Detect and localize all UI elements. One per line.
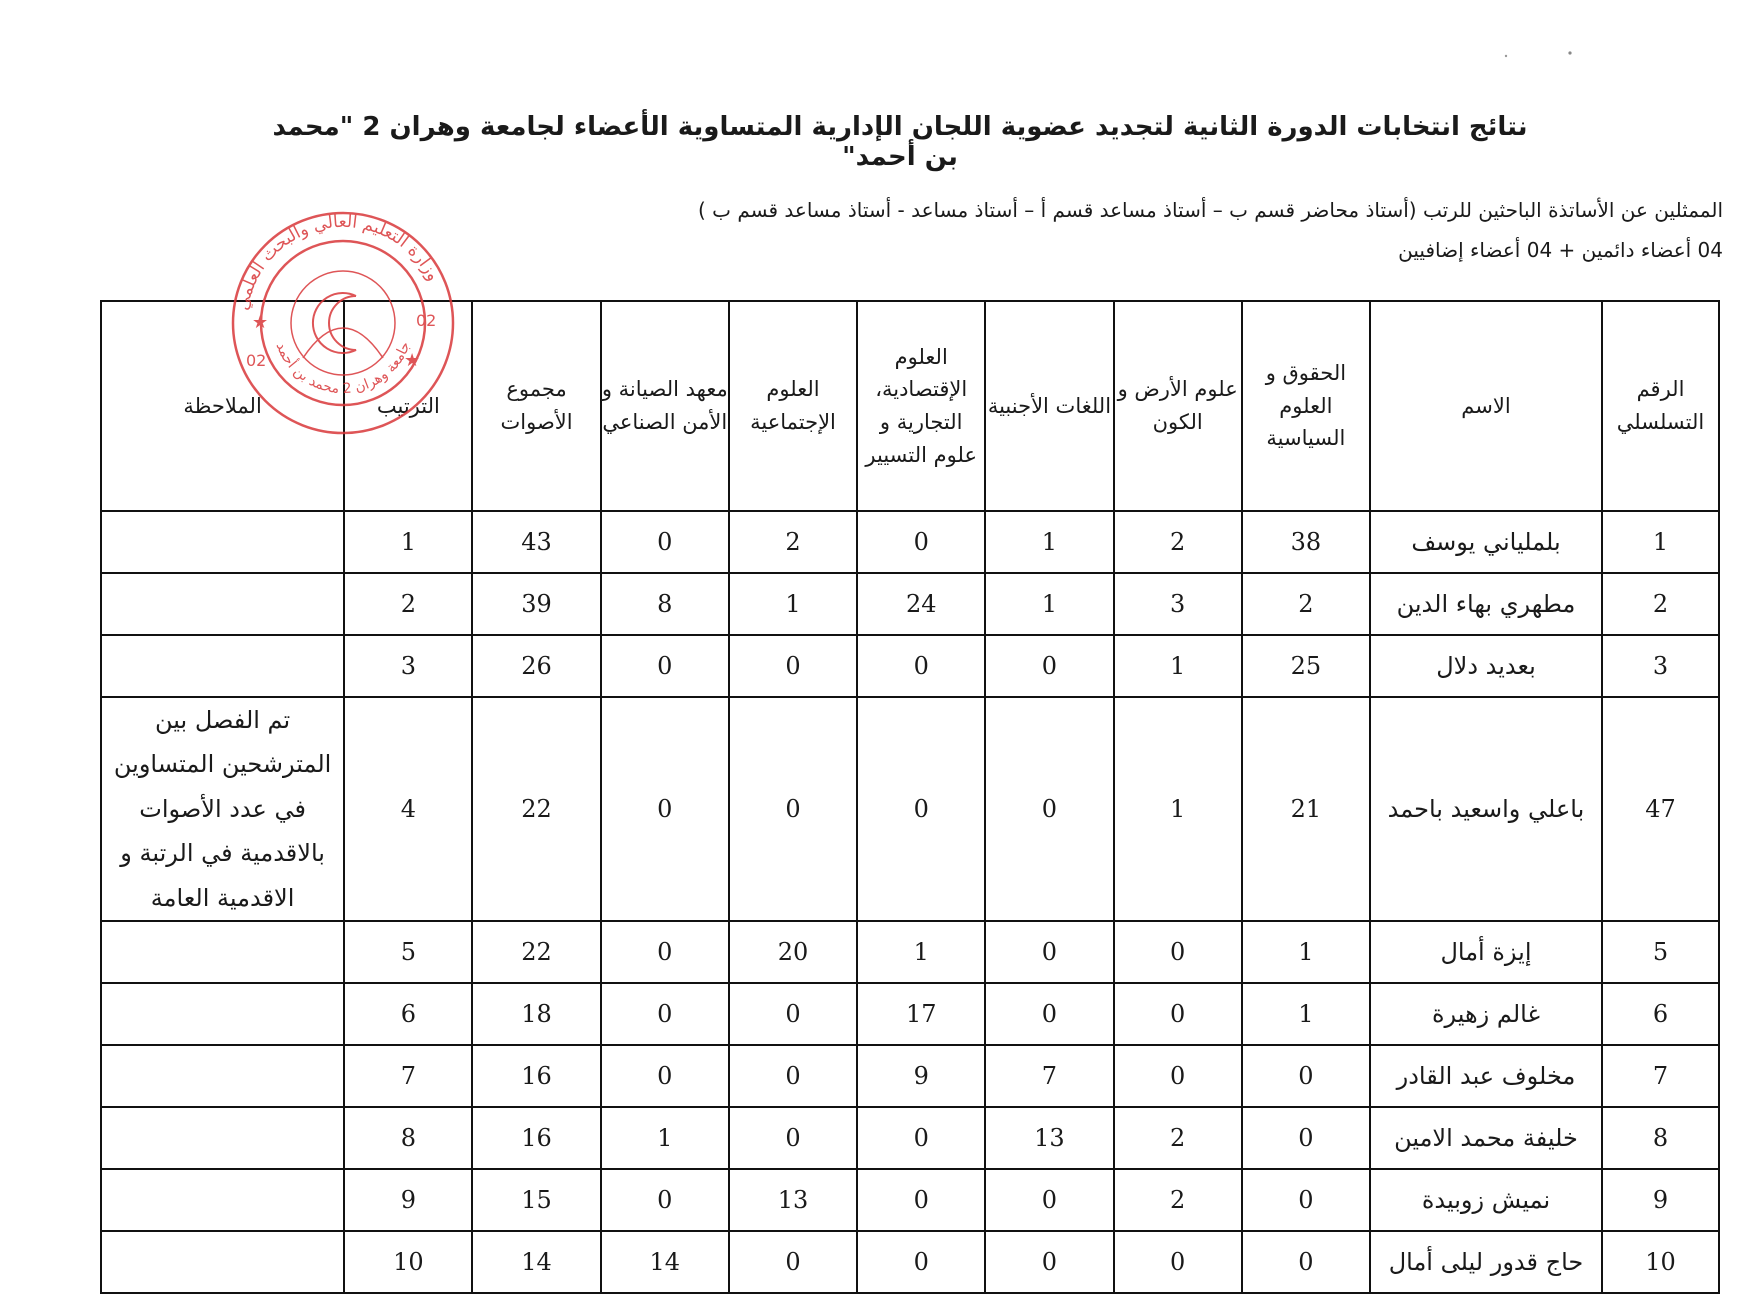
cell-economics: 0 [857, 697, 985, 921]
table-row [101, 1169, 1719, 1231]
header-note: الملاحظة [101, 301, 344, 511]
cell-earth: 2 [1114, 1107, 1242, 1169]
header-total: مجموع الأصوات [472, 301, 600, 511]
cell-economics: 0 [857, 1107, 985, 1169]
cell-earth: 0 [1114, 921, 1242, 983]
cell-economics: 0 [857, 511, 985, 573]
cell-social: 0 [729, 697, 857, 921]
cell-note [101, 1169, 344, 1231]
cell-institute: 0 [601, 635, 729, 697]
cell-rank: 2 [344, 573, 472, 635]
cell-social: 0 [729, 635, 857, 697]
cell-serial: 47 [1602, 697, 1719, 921]
cell-economics: 9 [857, 1045, 985, 1107]
cell-note [101, 1231, 344, 1293]
cell-earth: 0 [1114, 1231, 1242, 1293]
cell-note: تم الفصل بين المترشحين المتساوين في عدد الأصوات بالاقدمية في الرتبة و الاقدمية العامة [101, 697, 344, 921]
cell-languages: 0 [985, 921, 1113, 983]
cell-serial: 7 [1602, 1045, 1719, 1107]
cell-earth: 3 [1114, 573, 1242, 635]
cell-note [101, 921, 344, 983]
cell-law: 0 [1242, 1107, 1370, 1169]
table-row [101, 1231, 1719, 1293]
cell-languages: 0 [985, 1231, 1113, 1293]
cell-total: 18 [472, 983, 600, 1045]
cell-rank: 5 [344, 921, 472, 983]
cell-rank: 7 [344, 1045, 472, 1107]
table-row [101, 573, 1719, 635]
cell-serial: 3 [1602, 635, 1719, 697]
cell-institute: 14 [601, 1231, 729, 1293]
header-row [101, 301, 1719, 511]
cell-languages: 0 [985, 983, 1113, 1045]
header-social: العلوم الإجتماعية [729, 301, 857, 511]
header-earth: علوم الأرض و الكون [1114, 301, 1242, 511]
cell-institute: 0 [601, 511, 729, 573]
star-icon: ★ [404, 350, 421, 371]
table-row [101, 697, 1719, 921]
cell-languages: 13 [985, 1107, 1113, 1169]
cell-earth: 2 [1114, 511, 1242, 573]
cell-languages: 1 [985, 573, 1113, 635]
cell-law: 1 [1242, 983, 1370, 1045]
cell-name: حاج قدور ليلى أمال [1370, 1231, 1602, 1293]
stamp-number-left: 02 [246, 351, 267, 370]
cell-name: مطهري بهاء الدين [1370, 573, 1602, 635]
header-name: الاسم [1370, 301, 1602, 511]
stamp-number-right: 02 [416, 311, 437, 330]
header-languages: اللغات الأجنبية [985, 301, 1113, 511]
header-serial: الرقم التسلسلي [1602, 301, 1719, 511]
cell-institute: 1 [601, 1107, 729, 1169]
cell-serial: 9 [1602, 1169, 1719, 1231]
cell-languages: 0 [985, 697, 1113, 921]
cell-earth: 2 [1114, 1169, 1242, 1231]
header-law: الحقوق و العلوم السياسية [1242, 301, 1370, 511]
document-title: نتائج انتخابات الدورة الثانية لتجديد عضوية اللجان الإدارية المتساوية الأعضاء لجامعة وهران 2 "محمد بن أحمد" [272, 112, 1528, 172]
cell-institute: 0 [601, 1169, 729, 1231]
cell-total: 43 [472, 511, 600, 573]
cell-social: 13 [729, 1169, 857, 1231]
cell-rank: 10 [344, 1231, 472, 1293]
header-rank: الترتيب [344, 301, 472, 511]
cell-total: 22 [472, 921, 600, 983]
table-row [101, 921, 1719, 983]
cell-institute: 0 [601, 983, 729, 1045]
cell-note [101, 511, 344, 573]
cell-total: 16 [472, 1107, 600, 1169]
cell-law: 2 [1242, 573, 1370, 635]
cell-name: بلملياني يوسف [1370, 511, 1602, 573]
table-row [101, 1045, 1719, 1107]
cell-languages: 0 [985, 635, 1113, 697]
cell-serial: 1 [1602, 511, 1719, 573]
cell-name: مخلوف عبد القادر [1370, 1045, 1602, 1107]
cell-serial: 5 [1602, 921, 1719, 983]
cell-law: 38 [1242, 511, 1370, 573]
stamp-inner-text: جامعة وهران 2 محمد بن أحمد [272, 339, 414, 398]
cell-serial: 10 [1602, 1231, 1719, 1293]
cell-law: 1 [1242, 921, 1370, 983]
cell-total: 39 [472, 573, 600, 635]
cell-name: باعلي واسعيد باحمد [1370, 697, 1602, 921]
cell-note [101, 1107, 344, 1169]
cell-rank: 6 [344, 983, 472, 1045]
cell-languages: 7 [985, 1045, 1113, 1107]
cell-note [101, 573, 344, 635]
cell-social: 2 [729, 511, 857, 573]
members-count-line: 04 أعضاء دائمين + 04 أعضاء إضافيين [1398, 238, 1723, 262]
cell-earth: 1 [1114, 697, 1242, 921]
cell-earth: 1 [1114, 635, 1242, 697]
cell-note [101, 635, 344, 697]
cell-name: خليفة محمد الامين [1370, 1107, 1602, 1169]
cell-economics: 0 [857, 1231, 985, 1293]
cell-rank: 4 [344, 697, 472, 921]
cell-total: 16 [472, 1045, 600, 1107]
cell-languages: 0 [985, 1169, 1113, 1231]
cell-total: 22 [472, 697, 600, 921]
cell-economics: 0 [857, 635, 985, 697]
cell-institute: 0 [601, 1045, 729, 1107]
cell-serial: 2 [1602, 573, 1719, 635]
cell-social: 0 [729, 1107, 857, 1169]
cell-economics: 17 [857, 983, 985, 1045]
cell-rank: 3 [344, 635, 472, 697]
cell-note [101, 1045, 344, 1107]
cell-social: 1 [729, 573, 857, 635]
cell-social: 0 [729, 1231, 857, 1293]
cell-social: 0 [729, 1045, 857, 1107]
cell-institute: 0 [601, 921, 729, 983]
cell-earth: 0 [1114, 983, 1242, 1045]
table-row [101, 1107, 1719, 1169]
cell-law: 21 [1242, 697, 1370, 921]
cell-rank: 9 [344, 1169, 472, 1231]
cell-rank: 1 [344, 511, 472, 573]
cell-languages: 1 [985, 511, 1113, 573]
cell-name: بعديد دلال [1370, 635, 1602, 697]
table-row [101, 511, 1719, 573]
cell-name: إيزة أمال [1370, 921, 1602, 983]
cell-economics: 24 [857, 573, 985, 635]
cell-rank: 8 [344, 1107, 472, 1169]
cell-social: 0 [729, 983, 857, 1045]
cell-law: 0 [1242, 1231, 1370, 1293]
cell-name: نميش زوبيدة [1370, 1169, 1602, 1231]
star-icon: ★ [252, 312, 269, 333]
cell-economics: 1 [857, 921, 985, 983]
cell-name: غالم زهيرة [1370, 983, 1602, 1045]
ranks-subtitle: الممثلين عن الأساتذة الباحثين للرتب (أستاذ محاضر قسم ب – أستاذ مساعد قسم أ – أستاذ مساعد - أستاذ مساعد قسم ب ) [697, 198, 1723, 222]
cell-institute: 8 [601, 573, 729, 635]
scan-specks [1500, 48, 1580, 62]
cell-law: 0 [1242, 1045, 1370, 1107]
cell-institute: 0 [601, 697, 729, 921]
cell-total: 15 [472, 1169, 600, 1231]
header-institute: معهد الصيانة و الأمن الصناعي [601, 301, 729, 511]
table-row [101, 983, 1719, 1045]
cell-law: 0 [1242, 1169, 1370, 1231]
cell-earth: 0 [1114, 1045, 1242, 1107]
cell-social: 20 [729, 921, 857, 983]
cell-law: 25 [1242, 635, 1370, 697]
cell-total: 14 [472, 1231, 600, 1293]
cell-serial: 8 [1602, 1107, 1719, 1169]
cell-note [101, 983, 344, 1045]
cell-economics: 0 [857, 1169, 985, 1231]
header-economics: العلوم الإقتصادية، التجارية و علوم التسيير [857, 301, 985, 511]
table-row [101, 635, 1719, 697]
cell-total: 26 [472, 635, 600, 697]
cell-serial: 6 [1602, 983, 1719, 1045]
results-table [100, 300, 1720, 1294]
stamp-outer-text: وزارة التعليم العالي والبحث العلمي [232, 211, 444, 312]
